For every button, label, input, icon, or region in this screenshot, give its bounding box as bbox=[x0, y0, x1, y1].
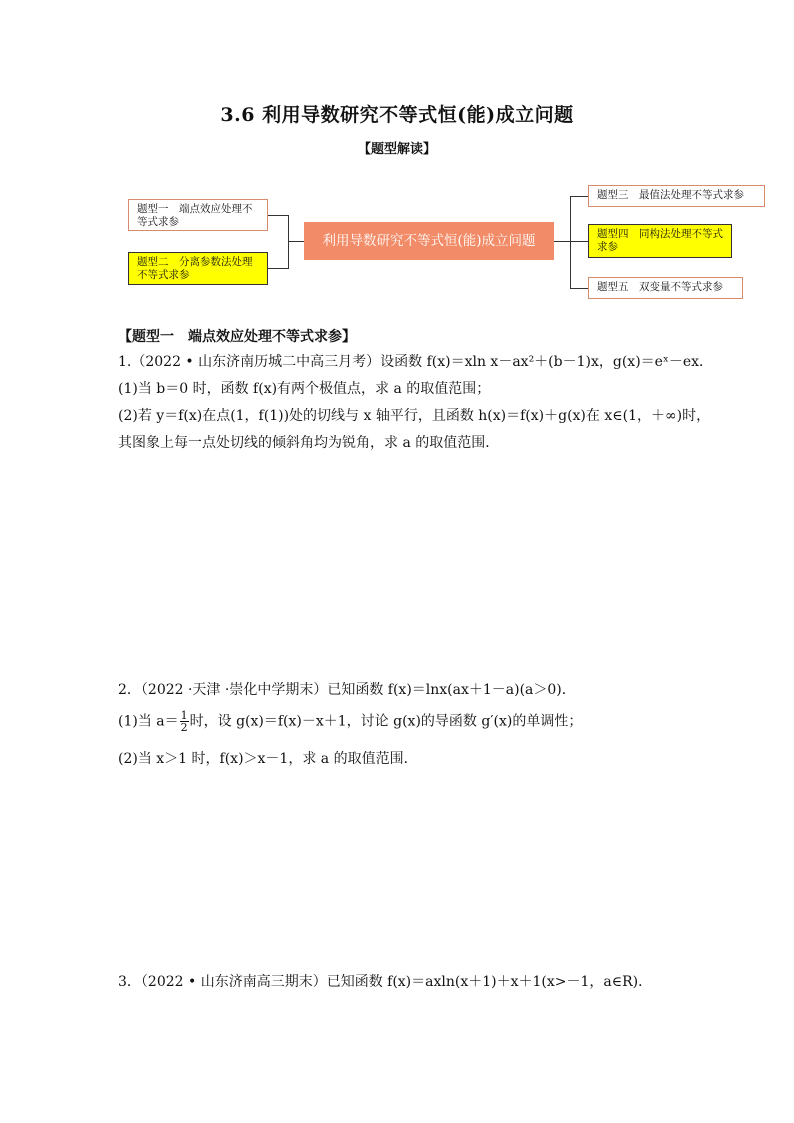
mindmap-node-label: 题型五 双变量不等式求参 bbox=[597, 281, 723, 293]
question-text: 2．（2022 ·天津 ·崇化中学期末）已知函数 f(x)＝lnx(ax＋1－a)(a＞0)． bbox=[118, 682, 576, 698]
connector bbox=[570, 288, 588, 289]
mindmap-node-type3 bbox=[588, 185, 765, 207]
question-text: 1.（2022 • 山东济南历城二中高三月考）设函数 f(x)＝xln x－ax²＋(b－1)x，g(x)＝eˣ－ex． bbox=[118, 354, 714, 370]
question-text-part: (1)当 a＝ bbox=[118, 713, 179, 730]
connector bbox=[570, 196, 588, 197]
question-text: 3．（2022 • 山东济南高三期末）已知函数 f(x)＝axln(x＋1)＋x＋1(x>－1，a∈R)． bbox=[118, 974, 653, 990]
question-text bbox=[118, 710, 582, 733]
question-text-part: 时，设 g(x)＝f(x)－x＋1，讨论 g(x)的导函数 g′(x)的单调性； bbox=[189, 713, 583, 730]
mindmap-node-type4 bbox=[588, 224, 732, 258]
connector bbox=[570, 241, 588, 242]
mindmap-node-type1 bbox=[128, 199, 268, 231]
connector bbox=[570, 196, 571, 288]
mindmap-node-type2 bbox=[128, 252, 268, 285]
question-text: (1)当 b＝0 时，函数 f(x)有两个极值点，求 a 的取值范围； bbox=[118, 381, 491, 397]
fraction bbox=[180, 710, 189, 733]
mindmap-node-type5 bbox=[588, 277, 743, 299]
page-subtitle: 【题型解读】 bbox=[357, 142, 436, 157]
mindmap-center-label: 利用导数研究不等式恒(能)成立问题 bbox=[322, 232, 536, 249]
connector bbox=[288, 215, 289, 269]
question-text: (2)当 x＞1 时，f(x)＞x－1，求 a 的取值范围． bbox=[118, 751, 418, 767]
question-text: (2)若 y＝f(x)在点(1，f(1))处的切线与 x 轴平行，且函数 h(x)＝f(x)＋g(x)在 x∈(1，＋∞)时， bbox=[118, 408, 711, 424]
mindmap-node-label: 题型二 分离参数法处理不等式求参 bbox=[137, 256, 253, 281]
mindmap-center bbox=[304, 222, 554, 260]
fraction-denominator: 2 bbox=[180, 721, 188, 734]
connector bbox=[288, 241, 304, 242]
connector bbox=[268, 215, 288, 216]
connector bbox=[554, 241, 570, 242]
section-heading: 【题型一 端点效应处理不等式求参】 bbox=[118, 329, 356, 345]
mindmap-node-label: 题型四 同构法处理不等式求参 bbox=[597, 228, 723, 253]
question-text: 其图象上每一点处切线的倾斜角均为锐角，求 a 的取值范围． bbox=[118, 435, 500, 451]
mindmap-node-label: 题型一 端点效应处理不等式求参 bbox=[137, 203, 253, 228]
connector bbox=[268, 268, 288, 269]
page-title: 3.6 利用导数研究不等式恒(能)成立问题 bbox=[220, 104, 574, 126]
mindmap-node-label: 题型三 最值法处理不等式求参 bbox=[597, 189, 744, 201]
fraction-numerator: 1 bbox=[180, 709, 188, 722]
